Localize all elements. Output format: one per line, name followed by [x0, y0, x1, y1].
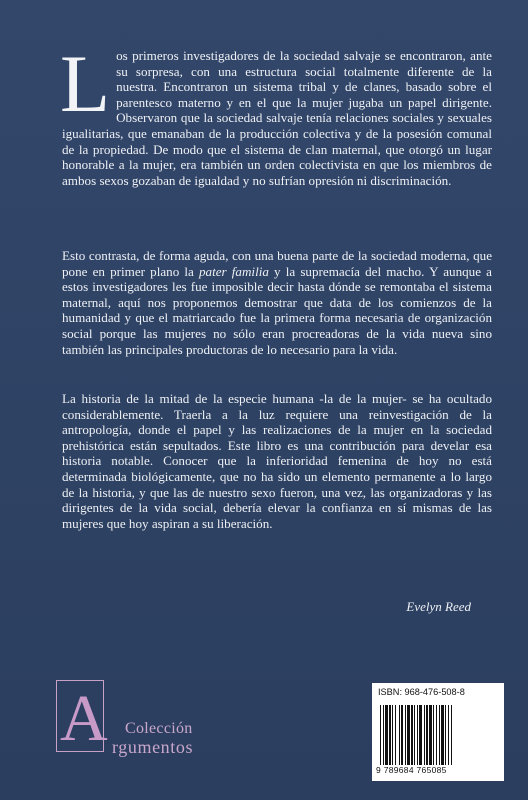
barcode-bar [383, 705, 384, 765]
paragraph-3-text: La historia de la mitad de la especie humana -la de la mujer- se ha ocultado considerablemente. Traerla a la luz requiere una reinvestigación de la antropología, donde el papel y las realizaciones de la mujer en la sociedad prehistórica están sepultados. Este libro es una contribución para develar esa historia notable. Conocer que la inferioridad femenina de hoy no está determinada biológicamente, que no ha sido un elemento permanente a lo largo de la historia, y que las de nuestro sexo fueron, una vez, las organizadoras y las dirigentes de la vida social, debería elevar la confianza en sí mismas de las mujeres que hoy aspiran a su liberación. [62, 391, 492, 531]
barcode-bar [445, 705, 446, 765]
barcode-bar [380, 705, 381, 765]
logo-collection-label: Colección [125, 720, 193, 737]
barcode-bar [392, 705, 393, 765]
logo-series-label: rgumentos [112, 737, 194, 757]
logo-big-letter: A [60, 682, 108, 755]
paragraph-2-italic: pater familia [199, 263, 269, 279]
paragraph-3 [62, 391, 492, 531]
barcode-bar [448, 705, 449, 765]
barcode-bar [389, 705, 391, 765]
barcode-bar [441, 705, 444, 765]
barcode-icon [378, 705, 498, 765]
barcode-bar [407, 705, 410, 765]
paragraph-1 [60, 38, 492, 188]
paragraph-2-text-after: y la supremacía del macho. Y aunque a estos investigadores les fue imposible decir hasta dónde se remontaba el sistema maternal, aquí nos proponemos demostrar que data de los comienzos de la humanidad y que el matriarcado fue la primera forma necesaria de organización social porque las mujeres no sólo eran procreadoras de la vida nueva sino también las principales productoras de lo necesario para la vida. [62, 263, 492, 357]
barcode-bar [436, 705, 437, 765]
barcode-bar [399, 705, 400, 765]
barcode-bar [401, 705, 403, 765]
barcode-bar [414, 705, 415, 765]
barcode-bar [385, 705, 388, 765]
drop-cap: L [60, 38, 111, 129]
paragraph-2 [62, 248, 492, 357]
barcode-bar [433, 705, 434, 765]
barcode-bar [439, 705, 440, 765]
barcode-bar [451, 705, 452, 765]
barcode-bar [411, 705, 413, 765]
paragraph-2-text-before: Esto contrasta, de forma aguda, con una buena parte de la sociedad moderna, que pone en primer plano la [62, 248, 492, 279]
barcode-bar [405, 705, 406, 765]
barcode-bar [395, 705, 396, 765]
barcode-bar [424, 705, 425, 765]
barcode-bar [429, 705, 432, 765]
barcode-bar [426, 705, 428, 765]
isbn-label: ISBN: 968-476-508-8 [378, 687, 465, 697]
barcode-bar [419, 705, 422, 765]
author-name: Evelyn Reed [406, 599, 471, 614]
isbn-barcode-box [372, 683, 504, 781]
collection-logo [56, 680, 256, 765]
barcode-digits: 9 789684 765085 [376, 765, 447, 775]
paragraph-1-text: os primeros investigadores de la sociedad salvaje se encontraron, ante su sorpresa, con una estructura social totalmente diferente de la nuestra. Encontraron un sistema tribal y de clanes, basado sobre el parentesco materno y en el que la mujer jugaba un papel dirigente. Observaron que la sociedad salvaje tenía relaciones sociales y sexuales igualitarias, que emanaban de la producción colectiva y de la posesión comunal de la propiedad. De modo que el sistema de clan maternal, que otorgó un lugar honorable a la mujer, era también un orden colectivista en que los miembros de ambos sexos gozaban de igualdad y no sufrían opresión ni discriminación. [62, 48, 492, 188]
barcode-bar [417, 705, 418, 765]
